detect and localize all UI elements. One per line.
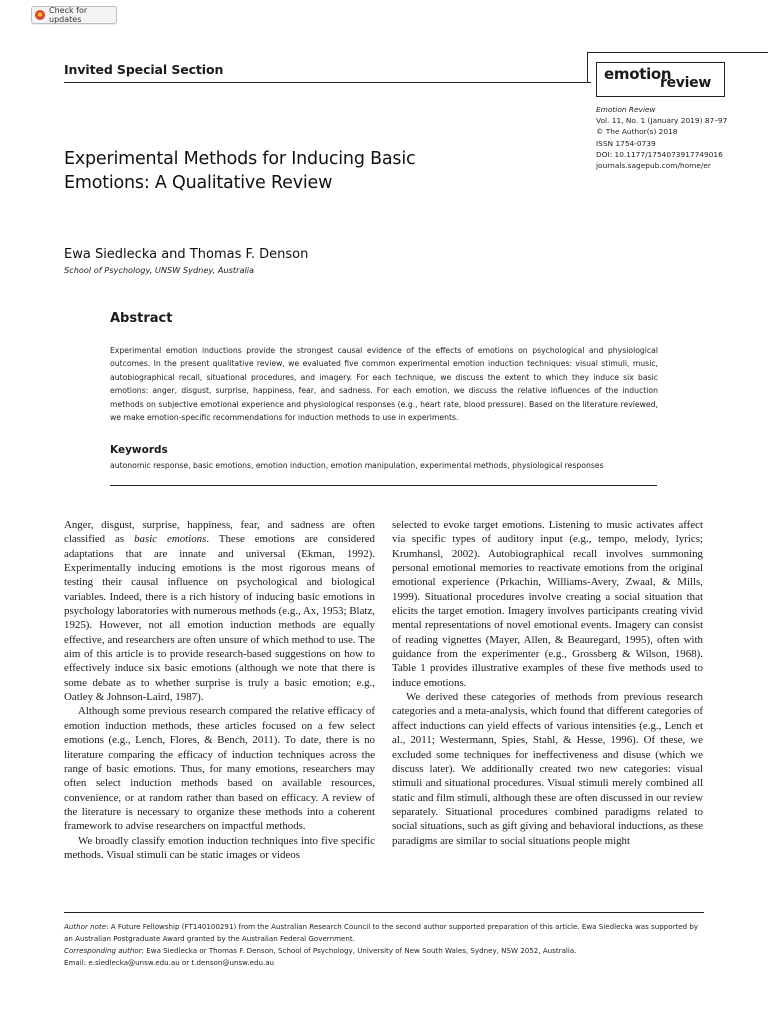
logo-word-review: review [660,75,711,91]
abstract-text: Experimental emotion inductions provide the strongest causal evidence of the effects of emotions on psychological and physiological outcomes. In the present qualitative review, we evaluated five common experimental emotion induction techniques: visual stimuli, music, autobiographical recall, situational procedures, and imagery. For each technique, we discuss the extent to which they induce six basic emotions: anger, disgust, surprise, happiness, fear, and sadness. For each emotion, we discuss the relative influences of the induction methods on subjective emotional experience and physiological responses (e.g., heart rate, blood pressure). Based on the literature reviewed, we make emotion-specific recommendations for induction methods to use in experiments. [110,346,658,423]
header-rule-right [587,52,768,53]
body-paragraph [64,518,375,704]
body-paragraph: We derived these categories of methods from previous research categories and a meta-analysis, which found that different categories of affect inductions can yield effects of various intensities (e.g., Lench et al., 2011; Westermann, Spies, Stahl, & Hesse, 1996). Of these, we excluded some techniques for ineffectiveness and disuse (which we discuss later). We additionally created two new categories: visual stimuli and situational procedures. Visual stimuli merely combined all static and film stimuli, although these are often discussed in our review separately. Situational procedures combined paradigms related to social situations, such as gift giving and behavioral inductions, as these paradigms are similar to social situations people might [392,691,703,847]
abstract-heading: Abstract [110,311,173,326]
body-emphasis: basic emotions [134,533,207,546]
body-text: Anger, disgust, surprise, happiness, fear, and sadness are often classified as [64,519,375,546]
body-paragraph: selected to evoke target emotions. Listening to music activates affect via specific types of auditory input (e.g., tempo, melody, lyrics; Krumhansl, 2002). Autobiographical recall involves summoning personal emotional memories to reactivate emotions from the original emotional experience (Prkachin, Williams-Avery, Zwaal, & Mills, 1999). Situational procedures involve creating a social situation that elicits the target emotion. Imagery involves participants creating vivid mental representations of novel emotional events. Imagery can consist of reading vignettes (Mayer, Allen, & Beauregard, 1995), often with guidance from the experimenter (e.g., Grossberg & Wilson, 1968). Table 1 provides illustrative examples of these five methods used to induce emotions. [392,519,703,689]
header-rule [64,82,591,83]
body-text: . These emotions are considered adaptations that are innate and universal (Ekman, 1992). Experimentally inducing emotions is the most rigorous means of testing their causal influence on psychological and biological variables. Indeed, there is a rich history of inducing basic emotions in psychology laboratories with numerous methods (e.g., Ax, 1953; Blatz, 1925). However, not all emotion induction methods are equally effective, and researchers are often unsure of which method to use. The aim of this article is to provide research-based suggestions on how to effectively induce six basic emotions (although we note that there is some debate as to whether surprise is truly a basic emotion; e.g., Oatley & Johnson-Laird, 1987). [64,533,375,704]
journal-url[interactable]: journals.sagepub.com/home/er [596,161,711,171]
footnote-rule [64,912,704,913]
abstract-rule [110,485,657,486]
journal-name: Emotion Review [596,105,656,114]
footnote [64,921,708,969]
journal-logo [596,62,725,97]
article-title [64,147,534,195]
corresponding-author-text: : Ewa Siedlecka or Thomas F. Denson, School of Psychology, University of New South Wales, Sydney, NSW 2052, Australia. [141,946,577,956]
journal-copyright: © The Author(s) 2018 [596,127,678,137]
author-note [64,921,708,945]
body-column-right [392,518,703,848]
journal-issn: ISSN 1754-0739 [596,138,656,148]
author-note-label: Author note [64,922,107,931]
title-line-1: Experimental Methods for Inducing Basic [64,149,416,169]
email-line[interactable]: Email: e.siedlecka@unsw.edu.au or t.denson@unsw.edu.au [64,958,275,968]
keywords-text: autonomic response, basic emotions, emotion induction, emotion manipulation, experimental methods, physiological responses [110,461,604,470]
body-paragraph: Although some previous research compared the relative efficacy of emotion induction methods, these articles focused on a few select emotions (e.g., Lench, Flores, & Bench, 2011). To date, there is no literature comparing the efficacy of induction techniques across the range of basic emotions. Thus, for many emotions, researchers may often select induction methods based on available resources, convenience, or at random rather than based on efficacy. A review of the literature is necessary to organize these methods into a coherent framework to advise researchers on impactful methods. [64,705,375,833]
journal-info [596,104,727,171]
header-rule-divider [587,52,588,82]
section-label: Invited Special Section [64,62,224,77]
corresponding-author [64,945,708,957]
affiliation: School of Psychology, UNSW Sydney, Australia [64,265,255,275]
body-paragraph: We broadly classify emotion induction techniques into five specific methods. Visual stimuli can be static images or videos [64,834,375,861]
crossmark-icon [35,10,45,20]
body-column-left [64,518,375,862]
journal-doi[interactable]: DOI: 10.1177/1754073917749016 [596,149,723,159]
check-for-updates-label: Check for updates [49,6,88,24]
check-for-updates-button[interactable] [31,6,117,24]
title-line-2: Emotions: A Qualitative Review [64,173,333,193]
authors: Ewa Siedlecka and Thomas F. Denson [64,247,309,262]
corresponding-author-label: Corresponding author [64,946,142,956]
journal-volume: Vol. 11, No. 1 (January 2019) 87–97 [596,116,728,126]
author-note-text: : A Future Fellowship (FT140100291) from the Australian Research Council to the second author supported preparation of this article. Ewa Siedlecka was supported by an Australian Postgraduate Award granted by the Australian Federal Government. [64,922,699,944]
logo-word-emotion: emotion [604,65,672,83]
keywords-heading: Keywords [110,444,168,456]
